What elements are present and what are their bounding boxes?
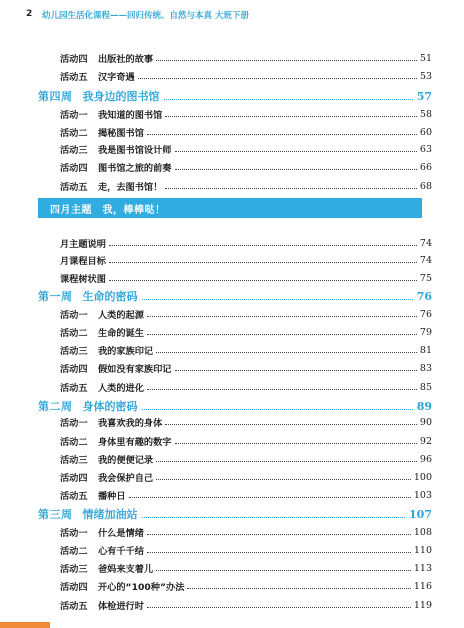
toc-section-row[interactable] (60, 252, 432, 268)
activity-number: 活动一 (60, 418, 88, 429)
toc-activity-row[interactable] (60, 597, 432, 613)
week-title: 我身边的图书馆 (82, 90, 160, 103)
dot-leader (156, 570, 411, 571)
page-ref: 89 (416, 399, 432, 413)
dot-leader (165, 424, 417, 425)
week-number: 第三周 (38, 508, 73, 521)
dot-leader (175, 370, 417, 371)
activity-number: 活动四 (60, 473, 88, 484)
toc-activity-row[interactable] (60, 379, 432, 395)
page-ref: 107 (409, 507, 432, 521)
toc-activity-row[interactable] (60, 306, 432, 322)
page-ref: 51 (419, 52, 432, 64)
toc-activity-row[interactable] (60, 141, 432, 157)
page-ref: 100 (413, 471, 432, 483)
activity-number: 活动三 (60, 455, 88, 466)
activity-number: 活动一 (60, 528, 88, 539)
page-ref: 116 (413, 580, 432, 592)
dot-leader (165, 116, 417, 117)
entry-title: 课程树状图 (60, 274, 106, 285)
entry-title: 出版社的故事 (98, 54, 154, 65)
activity-number: 活动四 (60, 54, 88, 65)
page-ref: 81 (419, 344, 432, 356)
activity-number: 活动五 (60, 491, 88, 502)
dot-leader (156, 461, 417, 462)
activity-number: 活动三 (60, 346, 88, 357)
activity-number: 活动三 (60, 145, 88, 156)
entry-title: 身体里有趣的数字 (98, 437, 172, 448)
toc-activity-row[interactable] (60, 360, 432, 376)
toc-week-row[interactable] (38, 505, 432, 523)
entry-title: 假如没有家族印记 (98, 364, 172, 375)
running-head: 幼儿园生活化课程——回归传统、自然与本真 大班下册 (42, 11, 249, 21)
activity-number: 活动四 (60, 582, 88, 593)
page-ref: 76 (419, 308, 432, 320)
entry-title: 我喜欢我的身体 (98, 418, 163, 429)
week-number: 第四周 (38, 90, 73, 103)
toc-activity-row[interactable] (60, 578, 432, 594)
entry-title: 人类的进化 (98, 383, 144, 394)
page-number: 2 (26, 9, 33, 19)
dot-leader (138, 78, 417, 79)
toc-activity-row[interactable] (60, 124, 432, 140)
toc-activity-row[interactable] (60, 68, 432, 84)
page-ref: 83 (419, 362, 432, 374)
activity-number: 活动三 (60, 564, 88, 575)
activity-number: 活动一 (60, 110, 88, 121)
dot-leader (164, 99, 413, 100)
activity-number: 活动一 (60, 310, 88, 321)
page-ref: 66 (419, 161, 432, 173)
page-ref: 57 (416, 89, 432, 103)
page-ref: 103 (413, 489, 432, 501)
dot-leader (147, 389, 417, 390)
toc-activity-row[interactable] (60, 469, 432, 485)
page-ref: 60 (419, 126, 432, 138)
activity-number: 活动二 (60, 437, 88, 448)
entry-title: 月课程目标 (60, 256, 106, 267)
entry-title: 播种日 (98, 491, 126, 502)
page-ref: 53 (419, 70, 432, 82)
toc-week-row[interactable] (38, 287, 432, 305)
activity-number: 活动五 (60, 601, 88, 612)
entry-title: 揭秘图书馆 (98, 128, 144, 139)
dot-leader (147, 534, 411, 535)
entry-title: 什么是情绪 (98, 528, 144, 539)
activity-number: 活动二 (60, 128, 88, 139)
page-ref: 119 (413, 599, 432, 611)
entry-title: 我的家族印记 (98, 346, 154, 357)
dot-leader (147, 552, 411, 553)
activity-number: 活动四 (60, 364, 88, 375)
dot-leader (142, 409, 413, 410)
dot-leader (175, 151, 417, 152)
week-title: 情绪加油站 (82, 508, 138, 521)
entry-title: 汉字奇遇 (98, 72, 135, 83)
entry-title: 体检进行时 (98, 601, 144, 612)
entry-title: 心有千千结 (98, 546, 144, 557)
activity-number: 活动二 (60, 328, 88, 339)
page-ref: 108 (413, 526, 432, 538)
dot-leader (156, 60, 417, 61)
page-ref: 79 (419, 326, 432, 338)
entry-title: 开心的“100种”办法 (98, 582, 185, 593)
toc-activity-row[interactable] (60, 414, 432, 430)
activity-number: 活动五 (60, 72, 88, 83)
page-ref: 76 (416, 289, 432, 303)
dot-leader (109, 280, 417, 281)
toc-activity-row[interactable] (60, 560, 432, 576)
dot-leader (175, 169, 417, 170)
page-ref: 113 (413, 562, 432, 574)
page-ref: 90 (419, 416, 432, 428)
page-ref: 63 (419, 143, 432, 155)
page-ref: 92 (419, 435, 432, 447)
dot-leader (147, 134, 417, 135)
toc-activity-row[interactable] (60, 487, 432, 503)
page-ref: 58 (419, 108, 432, 120)
toc-week-row[interactable] (38, 87, 432, 105)
dot-leader (147, 334, 417, 335)
dot-leader (142, 517, 406, 518)
dot-leader (109, 262, 417, 263)
dot-leader (165, 188, 417, 189)
week-title: 身体的密码 (82, 400, 138, 413)
entry-title: 月主题说明 (60, 239, 106, 250)
toc-activity-row[interactable] (60, 524, 432, 540)
week-number: 第一周 (38, 290, 73, 303)
week-title: 生命的密码 (82, 290, 138, 303)
entry-title: 人类的起源 (98, 310, 144, 321)
entry-title: 我知道的图书馆 (98, 110, 163, 121)
theme-title: 四月主题 我，棒棒哒！ (50, 205, 166, 216)
entry-title: 图书馆之旅的前奏 (98, 163, 172, 174)
page-ref: 74 (419, 254, 432, 266)
entry-title: 爸妈来支着儿 (98, 564, 154, 575)
toc-activity-row[interactable] (60, 433, 432, 449)
page-ref: 74 (419, 237, 432, 249)
entry-title: 走，去图书馆！ (98, 182, 163, 193)
page-ref: 68 (419, 180, 432, 192)
dot-leader (175, 443, 417, 444)
dot-leader (147, 316, 417, 317)
toc-section-row[interactable] (60, 235, 432, 251)
page-ref: 96 (419, 453, 432, 465)
toc-activity-row[interactable] (60, 542, 432, 558)
toc-section-row[interactable] (60, 270, 432, 286)
page-ref: 75 (419, 272, 432, 284)
activity-number: 活动四 (60, 163, 88, 174)
activity-number: 活动五 (60, 182, 88, 193)
toc-week-row[interactable] (38, 397, 432, 415)
toc-activity-row[interactable] (60, 342, 432, 358)
toc-activity-row[interactable] (60, 451, 432, 467)
dot-leader (109, 245, 417, 246)
week-number: 第二周 (38, 400, 73, 413)
toc-activity-row[interactable] (60, 178, 432, 194)
activity-number: 活动五 (60, 383, 88, 394)
dot-leader (156, 352, 417, 353)
toc-activity-row[interactable] (60, 50, 432, 66)
dot-leader (156, 479, 411, 480)
dot-leader (187, 588, 410, 589)
page-ref: 85 (419, 381, 432, 393)
toc-activity-row[interactable] (60, 324, 432, 340)
entry-title: 生命的诞生 (98, 328, 144, 339)
page-ref: 110 (413, 544, 432, 556)
dot-leader (129, 497, 411, 498)
activity-number: 活动二 (60, 546, 88, 557)
dot-leader (147, 607, 411, 608)
dot-leader (142, 299, 413, 300)
entry-title: 我的便便记录 (98, 455, 154, 466)
entry-title: 我是图书馆设计师 (98, 145, 172, 156)
toc-activity-row[interactable] (60, 106, 432, 122)
toc-activity-row[interactable] (60, 159, 432, 175)
entry-title: 我会保护自己 (98, 473, 154, 484)
decorative-bar (0, 622, 50, 628)
